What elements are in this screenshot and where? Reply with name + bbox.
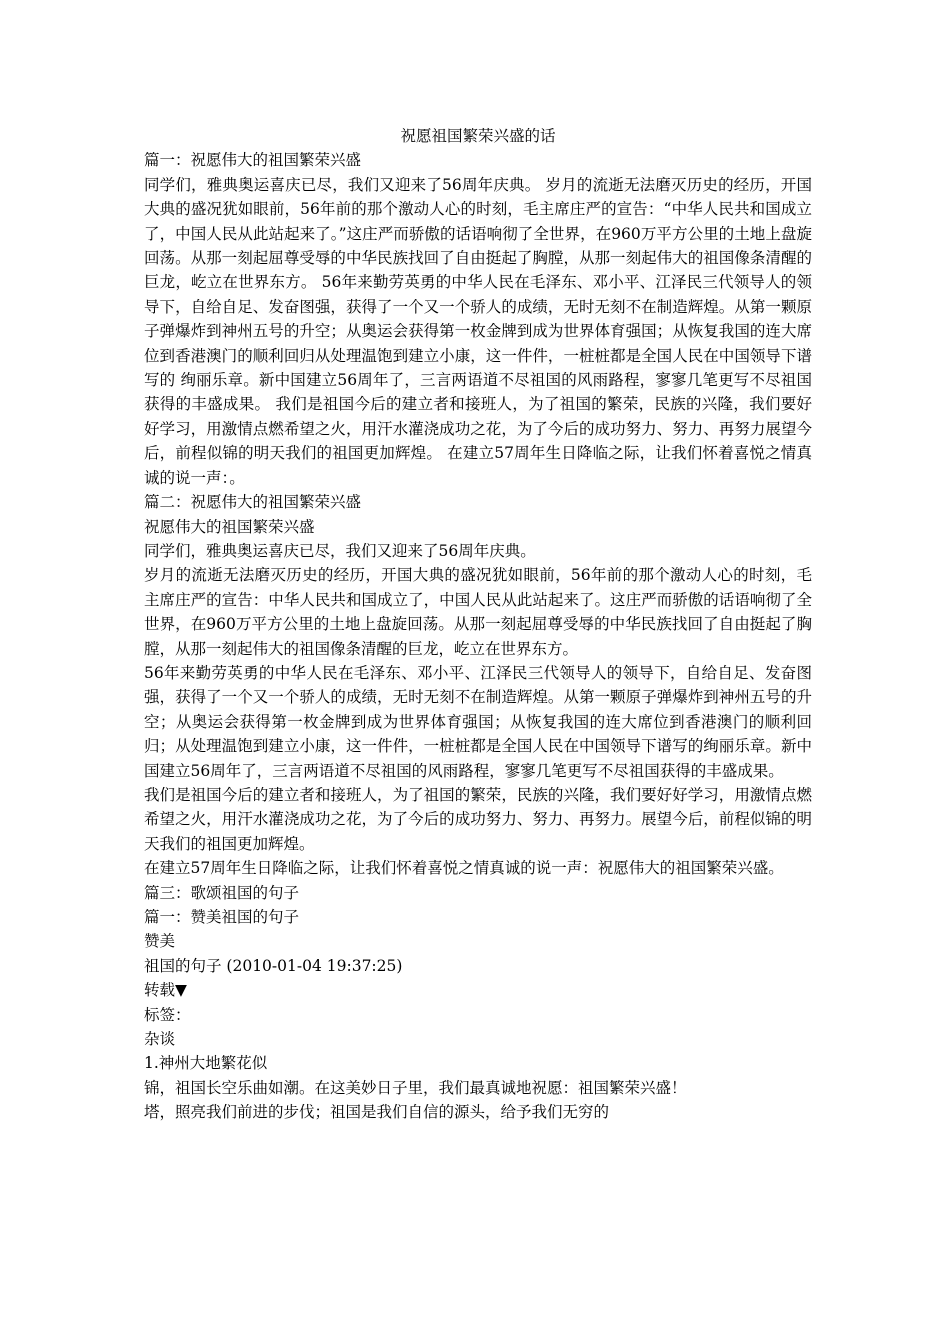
section-three-heading: 篇三：歌颂祖国的句子 [144,883,300,902]
document-page [144,124,812,1125]
section-two-paragraph: 在建立57周年生日降临之际，让我们怀着喜悦之情真诚的说一声：祝愿伟大的祖国繁荣兴盛。 [144,859,784,878]
section-three-line: 赞美 [144,932,176,951]
section-two-paragraph: 56年来勤劳英勇的中华人民在毛泽东、邓小平、江泽民三代领导人的领导下，自给自足、发奋图强，获得了一个又一个骄人的成绩，无时无刻不在制造辉煌。从第一颗原子弹爆炸到神州五号的升空；从奥运会获得第一枚金牌到成为世界体育强国；从恢复我国的连大席位到香港澳门的顺利回归；从处理温饱到建立小康，这一件件，一桩桩都是全国人民在中国领导下谱写的绚丽乐章。新中国建立56周年了，三言两语道不尽祖国的风雨路程，寥寥几笔更写不尽祖国获得的丰盛成果。 [144,663,812,780]
section-two-subheading: 祝愿伟大的祖国繁荣兴盛 [144,517,315,536]
section-three-line: 1.神州大地繁花似 [144,1054,268,1073]
document-title: 祝愿祖国繁荣兴盛的话 [400,127,556,145]
section-three-line: 塔，照亮我们前进的步伐；祖国是我们自信的源头，给予我们无穷的 [144,1103,610,1122]
section-three-line: 转载▼ [144,981,187,1000]
section-one-body: 同学们，雅典奥运喜庆已尽，我们又迎来了56周年庆典。 岁月的流逝无法磨灭历史的经历，开国大典的盛况犹如眼前，56年前的那个激动人心的时刻，毛主席庄严的宣告：“中华人民共和国成立了，中国人民从此站起来了。”这庄严而骄傲的话语响彻了全世界，在960万平方公里的土地上盘旋回荡。从那一刻起屈尊受辱的中华民族找回了自由挺起了胸膛，从那一刻起伟大的祖国像条清醒的巨龙，屹立在世界东方。 56年来勤劳英勇的中华人民在毛泽东、邓小平、江泽民三代领导人的领导下，自给自足、发奋图强，获得了一个又一个骄人的成绩，无时无刻不在制造辉煌。从第一颗原子弹爆炸到神州五号的升空；从奥运会获得第一枚金牌到成为世界体育强国；从恢复我国的连大席位到香港澳门的顺利回归从处理温饱到建立小康，这一件件，一桩桩都是全国人民在中国领导下谱写的 绚丽乐章。新中国建立56周年了，三言两语道不尽祖国的风雨路程，寥寥几笔更写不尽祖国获得的丰盛成果。 我们是祖国今后的建立者和接班人，为了祖国的繁荣，民族的兴隆，我们要好好学习，用激情点燃希望之火，用汗水灌浇成功之花，为了今后的成功努力、努力、再努力展望今后，前程似锦的明天我们的祖国更加辉煌。 在建立57周年生日降临之际，让我们怀着喜悦之情真诚的说一声：。 [144,175,812,487]
section-two-paragraph: 岁月的流逝无法磨灭历史的经历，开国大典的盛况犹如眼前，56年前的那个激动人心的时刻，毛主席庄严的宣告：中华人民共和国成立了，中国人民从此站起来了。这庄严而骄傲的话语响彻了全世界，在960万平方公里的土地上盘旋回荡。从那一刻起屈尊受辱的中华民族找回了自由挺起了胸膛，从那一刻起伟大的祖国像条清醒的巨龙，屹立在世界东方。 [144,566,812,658]
section-one-heading: 篇一：祝愿伟大的祖国繁荣兴盛 [144,151,362,170]
section-one [144,148,812,490]
section-three-line: 标签： [144,1005,191,1024]
section-three-line: 篇一：赞美祖国的句子 [144,908,300,926]
section-two-paragraph: 同学们，雅典奥运喜庆已尽，我们又迎来了56周年庆典。 [144,541,536,560]
section-three-line: 祖国的句子 (2010-01-04 19:37:25) [144,956,403,975]
section-two-heading: 篇二：祝愿伟大的祖国繁荣兴盛 [144,493,362,512]
section-two-paragraph: 我们是祖国今后的建立者和接班人，为了祖国的繁荣，民族的兴隆，我们要好好学习，用激情点燃希望之火，用汗水灌浇成功之花，为了今后的成功努力、努力、再努力。展望今后，前程似锦的明天我们的祖国更加辉煌。 [144,785,812,853]
section-three [144,881,812,1125]
section-two [144,490,812,881]
section-three-line: 锦，祖国长空乐曲如潮。在这美妙日子里，我们最真诚地祝愿：祖国繁荣兴盛！ [144,1078,687,1097]
section-three-line: 杂谈 [144,1030,176,1049]
